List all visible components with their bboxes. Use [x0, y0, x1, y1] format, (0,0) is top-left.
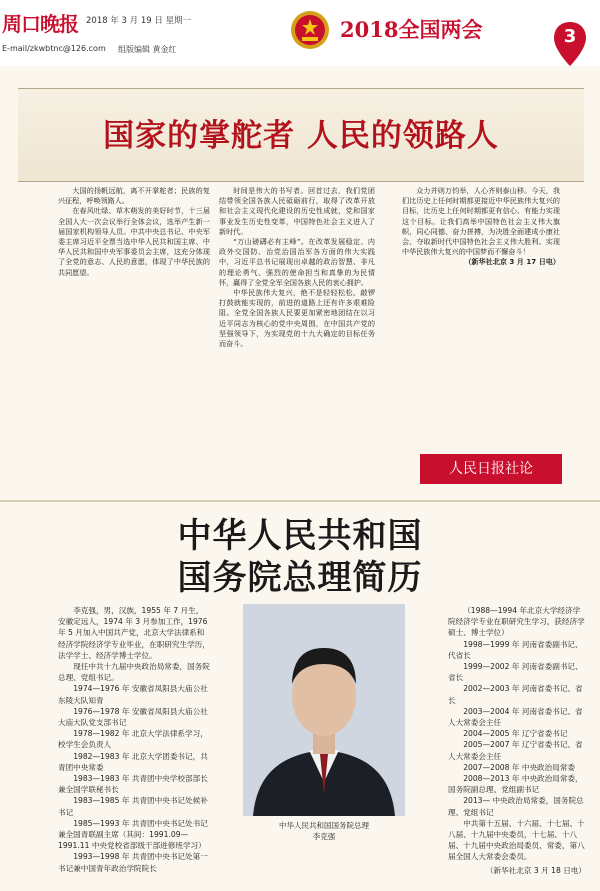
article-paragraph: “万山磅礴必有主峰”。在改革发展稳定、内政外交国防、治党治国治军各方面的伟大实践中，习近平总书记展现出卓越的政治智慧、非凡的理论勇气、强烈的使命担当和真挚的为民情怀，赢得了全党全军全国各族人民的衷心拥护。 — [219, 237, 375, 287]
bio-left-column — [58, 605, 210, 874]
bio-entry: 2005—2007 年 辽宁省委书记、省人大常委会主任 — [448, 740, 583, 761]
section-title: 2018全国两会 — [340, 17, 483, 42]
bio-title-line-2: 国务院总理简历 — [177, 558, 423, 598]
article-column-1 — [58, 186, 210, 278]
section-divider — [0, 500, 600, 502]
article-paragraph: 大国的扬帆远航，离不开掌舵者；民族的复兴征程，呼唤领路人。 — [58, 186, 210, 206]
national-emblem-icon — [290, 10, 330, 50]
bio-right-column — [448, 605, 586, 876]
issue-date: 2018 年 3 月 19 日 星期一 — [86, 16, 192, 26]
source-box: 人民日报社论 — [420, 454, 562, 484]
bio-entry: 1998—1999 年 河南省委副书记、代省长 — [448, 639, 583, 660]
bio-entry: 2013— 中央政治局常委，国务院总理、党组书记 — [448, 796, 584, 817]
page-header — [0, 0, 600, 66]
portrait-illustration — [243, 604, 405, 816]
editor-line: 组版编辑 黄金红 — [118, 45, 177, 54]
photo-caption — [243, 820, 405, 842]
portrait-photo — [243, 604, 405, 816]
bio-entry: 2008—2013 年 中央政治局常委，国务院副总理、党组副书记 — [448, 774, 583, 795]
bio-entry: 1978—1982 年 北京大学法律系学习，校学生会负责人 — [58, 729, 208, 750]
bio-entry: 现任中共十九届中央政治局常委，国务院总理、党组书记。 — [58, 662, 210, 683]
article-paragraph: 在春风吐绿、草木萌发的美好时节，十三届全国人大一次会议举行全体会议，选举产生新一届国家机构领导人员。中共中央总书记、中央军委主席习近平全票当选中华人民共和国主席、中华人民共和国中央军事委员会主席，这充分体现了全党的意志、人民的意愿，体现了中华民族的共同愿望。 — [58, 206, 210, 277]
bio-entry: 1982—1983 年 北京大学团委书记，共青团中央常委 — [58, 751, 208, 772]
bio-entry: 1985—1993 年 共青团中央书记处书记兼全国青联副主席（其间：1991.09—1991.11 中央党校省部级干部进修班学习） — [58, 818, 208, 851]
bio-entry: 1974—1976 年 安徽省凤阳县大庙公社东陵大队知青 — [58, 684, 208, 705]
bio-entry: 1999—2002 年 河南省委副书记、省长 — [448, 662, 583, 683]
bio-entry: 2002—2003 年 河南省委书记、省长 — [448, 684, 583, 705]
bio-entry: 1976—1978 年 安徽省凤阳县大庙公社大庙大队党支部书记 — [58, 706, 208, 728]
bio-entry: 2007—2008 年 中央政治局常委 — [463, 762, 576, 772]
bio-entry: 1993—1998 年 共青团中央书记处第一书记兼中国青年政治学院院长 — [58, 852, 208, 873]
article-paragraph: 众力并则万钧举，人心齐则泰山移。今天，我们比历史上任何时期都更接近中华民族伟大复兴的目标，比历史上任何时期都更有信心、有能力实现这个目标。让我们高举中国特色社会主义伟大旗帜，同心同德、奋力拼搏，为决胜全面建成小康社会、夺取新时代中国特色社会主义伟大胜利、实现中华民族伟大复兴的中国梦而不懈奋斗！ — [402, 186, 560, 257]
bio-entry: 2003—2004 年 河南省委书记、省人大常委会主任 — [448, 706, 583, 728]
bio-entry: 1983—1985 年 共青团中央书记处候补书记 — [58, 796, 208, 817]
article-column-3 — [402, 186, 560, 268]
bio-entry: 2004—2005 年 辽宁省委书记 — [463, 729, 568, 739]
bio-entry: 1983—1983 年 共青团中央学校部部长兼全国学联秘书长 — [58, 774, 208, 795]
bio-title-line-1: 中华人民共和国 — [177, 516, 423, 556]
bio-entry: 中共第十五届、十六届、十七届、十八届、十九届中央委员，十七届、十八届、十九届中央政治局委员、常委，第八届全国人大常委会委员。 — [448, 818, 585, 862]
article-paragraph: 中华民族伟大复兴，绝不是轻轻松松、敲锣打鼓就能实现的，前进的道路上还有许多艰难险阻。全党全国各族人民要更加紧密地团结在以习近平同志为核心的党中央周围，在中国共产党的坚强领导下，为实现党的十九大确定的目标任务而奋斗。 — [219, 288, 375, 349]
article-paragraph: 时间是伟大的书写者。回首过去，我们党团结带领全国各族人民砥砺前行，取得了改革开放和社会主义现代化建设的历史性成就，党和国家事业发生历史性变革，中国特色社会主义进入了新时代。 — [219, 186, 375, 236]
bio-entry: 李克强，男，汉族，1955 年 7 月生，安徽定远人，1974 年 3 月参加工作，1976 年 5 月加入中国共产党，北京大学法律系和经济学院经济学专业毕业，在职研究生学历，法学学士、经济学博士学位。 — [58, 606, 210, 660]
newspaper-logo: 周口晚报 — [2, 12, 78, 36]
caption-line-2: 李克强 — [312, 832, 336, 841]
article-headline: 国家的掌舵者 人民的领路人 — [103, 118, 499, 154]
page-number: 3 — [563, 26, 577, 47]
contact-email: E-mail/zkwbtnc@126.com — [2, 44, 106, 53]
article-column-2 — [219, 186, 375, 349]
bio-entry: （1988—1994 年北京大学经济学院经济学专业在职研究生学习，获经济学硕士、博士学位） — [448, 606, 585, 638]
bio-credit: （新华社北京 3 月 18 日电） — [485, 865, 586, 875]
article-credit: （新华社北京 3 月 17 日电） — [464, 257, 560, 267]
caption-line-1: 中华人民共和国国务院总理 — [279, 821, 369, 830]
